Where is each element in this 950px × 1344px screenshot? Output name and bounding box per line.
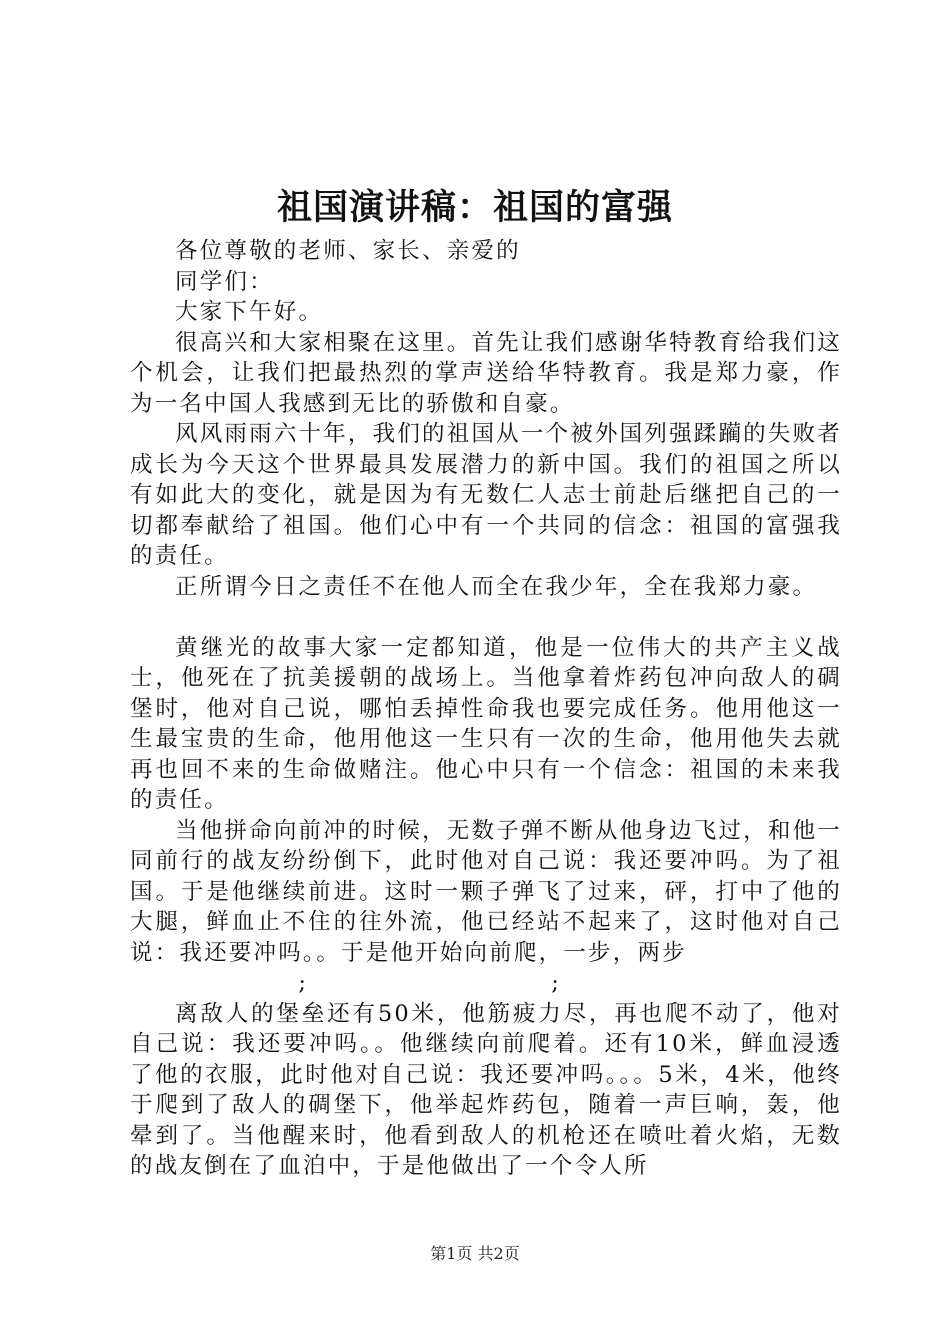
paragraph-history: 风风雨雨六十年，我们的祖国从一个被外国列强蹂躏的失败者成长为今天这个世界最具发展潜力的新中国。我们的祖国之所以有如此大的变化，就是因为有无数仁人志士前赴后继把自己的一切都奉献给了祖国。他们心中有一个共同的信念：祖国的富强我的责任。 xyxy=(130,421,842,569)
document-title: 祖国演讲稿：祖国的富强 xyxy=(276,187,673,228)
blank-line xyxy=(130,602,842,633)
paragraph-intro: 很高兴和大家相聚在这里。首先让我们感谢华特教育给我们这个机会，让我们把最热烈的掌声送给华特教育。我是郑力豪，作为一名中国人我感到无比的骄傲和自豪。 xyxy=(130,329,842,417)
paragraph-charge: 当他拼命向前冲的时候，无数子弹不断从他身边飞过，和他一同前行的战友纷纷倒下，此时他对自己说：我还要冲吗。为了祖国。于是他继续前进。这时一颗子弹飞了过来，砰，打中了他的大腿，鲜血止不住的往外流，他已经站不起来了，这时他对自己说：我还要冲吗。。于是他开始向前爬，一步，两步 xyxy=(130,817,842,966)
greeting: 大家下午好。 xyxy=(175,299,324,325)
paragraph-crawl: 离敌人的堡垒还有50米，他筋疲力尽，再也爬不动了，他对自己说：我还要冲吗。。他继续向前爬着。还有10米，鲜血浸透了他的衣服，此时他对自己说：我还要冲吗。。。5米，4米，他终于爬到了敌人的碉堡下，他举起炸药包，随着一声巨响，轰，他晕到了。当他醒来时，他看到敌人的机枪还在喷吐着火焰，无数的战友倒在了血泊中，于是他做出了一个令人所 xyxy=(130,1000,842,1179)
document-body xyxy=(130,236,842,1182)
salutation-line-1: 各位尊敬的老师、家长、亲爱的 xyxy=(175,238,521,264)
paragraph-responsibility: 正所谓今日之责任不在他人而全在我少年，全在我郑力豪。 xyxy=(175,573,818,600)
page-footer: 第1页 共2页 xyxy=(430,1244,520,1263)
salutation-line-2: 同学们： xyxy=(175,268,274,295)
paragraph-huang-jiguang: 黄继光的故事大家一定都知道，他是一位伟大的共产主义战士，他死在了抗美援朝的战场上。当他拿着炸药包冲向敌人的碉堡时，他对自己说，哪怕丢掉性命我也要完成任务。他用他这一生最宝贵的生命，他用他这一生只有一次的生命，他用他失去就再也回不来的生命做赌注。他心中只有一个信念：祖国的未来我的责任。 xyxy=(130,634,842,813)
semicolon-line: ; ; xyxy=(130,970,562,996)
